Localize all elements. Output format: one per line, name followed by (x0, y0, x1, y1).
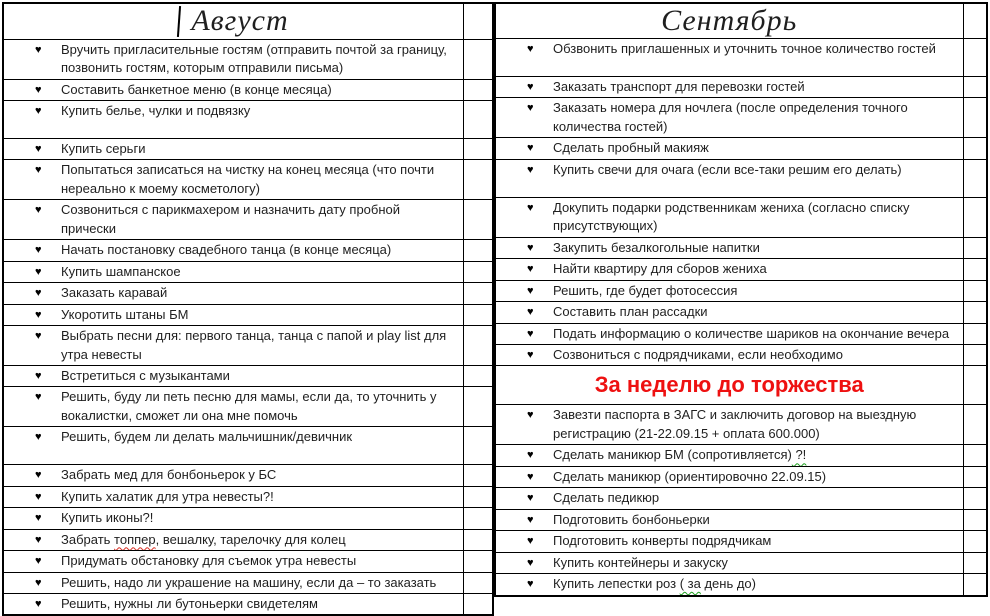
task-cell[interactable] (495, 405, 963, 445)
task-text: Купить халатик для утра невесты?! (61, 488, 274, 504)
task-row (495, 405, 987, 445)
task-text: Завезти паспорта в ЗАГС и заключить договор на выездную регистрацию (21-22.09.15 + оплата 600.000) (553, 407, 917, 441)
checkbox-cell[interactable] (463, 100, 493, 138)
task-text: Придумать обстановку для съемок утра невесты (61, 553, 357, 569)
task-text: Купить контейнеры и закуску (553, 554, 728, 570)
task-cell[interactable] (3, 594, 463, 616)
task-text: Сделать педикюр (553, 490, 660, 506)
task-cell[interactable] (3, 326, 463, 366)
september-task-list (495, 39, 987, 596)
task-cell[interactable] (3, 100, 463, 138)
task-row (495, 574, 987, 596)
task-row (3, 365, 493, 386)
heart-bullet-icon: ♥ (35, 490, 42, 503)
task-row (495, 466, 987, 487)
checkbox-cell[interactable] (463, 529, 493, 550)
september-header-row (495, 3, 987, 39)
checkbox-cell[interactable] (463, 79, 493, 100)
checkbox-cell[interactable] (463, 365, 493, 386)
heart-bullet-icon: ♥ (35, 555, 42, 568)
task-cell[interactable] (495, 531, 963, 552)
task-row (3, 39, 493, 79)
task-row (3, 326, 493, 366)
checkbox-cell[interactable] (463, 261, 493, 282)
checkbox-cell[interactable] (463, 551, 493, 572)
checkbox-cell[interactable] (963, 509, 987, 530)
heart-bullet-icon: ♥ (35, 142, 42, 155)
task-row (3, 261, 493, 282)
task-text: Составить план рассадки (553, 304, 708, 320)
heart-bullet-icon: ♥ (527, 449, 534, 462)
checkbox-cell[interactable] (963, 302, 987, 323)
task-row (495, 259, 987, 280)
task-text: Заказать транспорт для перевозки гостей (553, 79, 805, 94)
task-text: Сделать маникюр (ориентировочно 22.09.15) (553, 468, 827, 484)
heart-bullet-icon: ♥ (35, 104, 42, 117)
task-cell[interactable] (495, 344, 963, 365)
checkbox-cell[interactable] (463, 160, 493, 200)
heart-bullet-icon: ♥ (35, 533, 42, 546)
checkbox-cell[interactable] (963, 574, 987, 596)
checkbox-cell[interactable] (963, 366, 987, 405)
checkbox-cell[interactable] (963, 237, 987, 258)
august-month-title: Август (191, 4, 289, 37)
checkbox-cell[interactable] (463, 304, 493, 325)
checkbox-cell[interactable] (963, 531, 987, 552)
heart-bullet-icon: ♥ (35, 83, 42, 96)
task-cell[interactable] (495, 259, 963, 280)
task-cell[interactable] (495, 488, 963, 509)
task-cell[interactable] (3, 427, 463, 465)
task-text: Купить иконы?! (61, 510, 154, 526)
heart-bullet-icon: ♥ (527, 284, 534, 297)
heart-bullet-icon: ♥ (527, 163, 534, 176)
task-row (3, 79, 493, 100)
task-cell[interactable] (3, 304, 463, 325)
heart-bullet-icon: ♥ (35, 391, 42, 404)
checkbox-cell[interactable] (463, 283, 493, 304)
task-text: Купить лепестки роз ( за день до) (553, 576, 756, 592)
task-cell[interactable] (3, 79, 463, 100)
checkbox-cell[interactable] (963, 344, 987, 365)
checkbox-cell[interactable] (463, 508, 493, 529)
task-row (495, 445, 987, 466)
task-cell[interactable] (495, 98, 963, 138)
checkbox-cell[interactable] (963, 259, 987, 280)
task-row (495, 488, 987, 509)
heart-bullet-icon: ♥ (527, 241, 534, 254)
task-cell[interactable] (3, 529, 463, 550)
task-cell[interactable] (495, 466, 963, 487)
heart-bullet-icon: ♥ (527, 409, 534, 422)
task-row (3, 200, 493, 240)
task-row (495, 77, 987, 98)
checkbox-cell[interactable] (463, 326, 493, 366)
august-header-cell[interactable] (3, 3, 463, 39)
september-header-check-cell[interactable] (963, 3, 987, 39)
task-text: Забрать топпер, вешалку, тарелочку для колец (61, 531, 346, 547)
checkbox-cell[interactable] (963, 405, 987, 445)
heart-bullet-icon: ♥ (527, 201, 534, 214)
checkbox-cell[interactable] (963, 77, 987, 98)
task-cell[interactable] (495, 159, 963, 197)
task-row (3, 304, 493, 325)
task-row (495, 138, 987, 159)
heart-bullet-icon: ♥ (35, 431, 42, 444)
task-row (3, 283, 493, 304)
task-row (495, 159, 987, 197)
task-row (495, 552, 987, 573)
task-row (3, 551, 493, 572)
task-row (3, 240, 493, 261)
checkbox-cell[interactable] (963, 280, 987, 301)
task-row (3, 427, 493, 465)
milestone-row (495, 366, 987, 405)
task-text: Закупить безалкогольные напитки (553, 239, 760, 255)
september-column-table (494, 2, 988, 597)
checkbox-cell[interactable] (963, 159, 987, 197)
wedding-checklist-table (2, 2, 988, 616)
task-text: Выбрать песни для: первого танца, танца с папой и play list для утра невесты (61, 328, 447, 362)
task-text: Решить, буду ли петь песню для мамы, если да, то уточнить у вокалистки, сможет ли она мне помочь (61, 389, 437, 423)
checkbox-cell[interactable] (963, 138, 987, 159)
task-text: Найти квартиру для сборов жениха (553, 261, 767, 277)
task-text: Обзвонить приглашенных и уточнить точное количество гостей (553, 41, 936, 56)
august-header-row (3, 3, 493, 39)
task-cell[interactable] (3, 39, 463, 79)
heart-bullet-icon: ♥ (527, 348, 534, 361)
task-cell[interactable] (3, 551, 463, 572)
heart-bullet-icon: ♥ (527, 578, 534, 591)
task-row (3, 160, 493, 200)
heart-bullet-icon: ♥ (35, 469, 42, 482)
checkbox-cell[interactable] (963, 323, 987, 344)
heart-bullet-icon: ♥ (35, 43, 42, 56)
task-cell[interactable] (495, 302, 963, 323)
heart-bullet-icon: ♥ (35, 164, 42, 177)
august-column-table (2, 2, 494, 616)
task-text: Купить серьги (61, 140, 146, 156)
task-cell[interactable] (495, 280, 963, 301)
heart-bullet-icon: ♥ (35, 308, 42, 321)
task-text: Встретиться с музыкантами (61, 367, 230, 383)
heart-bullet-icon: ♥ (35, 265, 42, 278)
task-cell[interactable] (495, 77, 963, 98)
checkbox-cell[interactable] (963, 488, 987, 509)
task-text: Попытаться записаться на чистку на конец месяца (что почти нереально к моему косметологу) (61, 162, 435, 196)
task-text: Решить, надо ли украшение на машину, если да – то заказать (61, 574, 437, 590)
task-cell[interactable] (3, 261, 463, 282)
task-text: Заказать каравай (61, 285, 168, 301)
task-row (495, 237, 987, 258)
task-cell[interactable] (3, 508, 463, 529)
task-row (495, 509, 987, 530)
task-text: Заказать номера для ночлега (после определения точного количества гостей) (553, 100, 908, 134)
task-text: Подготовить бонбоньерки (553, 511, 710, 527)
task-text: Подать информацию о количестве шариков на окончание вечера (553, 325, 950, 341)
heart-bullet-icon: ♥ (527, 535, 534, 548)
task-row (3, 572, 493, 593)
checkbox-cell[interactable] (463, 39, 493, 79)
task-row (3, 138, 493, 159)
task-row (3, 387, 493, 427)
checkbox-cell[interactable] (463, 572, 493, 593)
august-header-check-cell[interactable] (463, 3, 493, 39)
task-cell[interactable] (3, 283, 463, 304)
task-text: Купить шампанское (61, 263, 181, 279)
task-cell[interactable] (3, 365, 463, 386)
task-row (3, 508, 493, 529)
task-cell[interactable] (3, 572, 463, 593)
heart-bullet-icon: ♥ (527, 81, 534, 93)
checkbox-cell[interactable] (463, 387, 493, 427)
heart-bullet-icon: ♥ (527, 556, 534, 569)
task-cell[interactable] (3, 465, 463, 486)
september-month-title: Сентябрь (661, 4, 798, 37)
heart-bullet-icon: ♥ (35, 512, 42, 525)
heart-bullet-icon: ♥ (527, 263, 534, 276)
august-task-list (3, 39, 493, 615)
heart-bullet-icon: ♥ (527, 470, 534, 483)
checkbox-cell[interactable] (463, 465, 493, 486)
checkbox-cell[interactable] (463, 138, 493, 159)
task-row (495, 39, 987, 77)
task-row (495, 531, 987, 552)
task-text: Составить банкетное меню (в конце месяца) (61, 81, 332, 97)
milestone-heading[interactable]: За неделю до торжества (495, 366, 963, 405)
checkbox-cell[interactable] (463, 240, 493, 261)
task-row (3, 529, 493, 550)
task-text: Купить свечи для очага (если все-таки решим его делать) (553, 161, 902, 177)
task-cell[interactable] (495, 552, 963, 573)
task-cell[interactable] (3, 138, 463, 159)
september-header-cell[interactable] (495, 3, 963, 39)
task-text: Решить, где будет фотосессия (553, 282, 738, 298)
checkbox-cell[interactable] (463, 486, 493, 507)
task-text: Решить, будем ли делать мальчишник/девичник (61, 429, 353, 445)
task-row (3, 594, 493, 616)
task-cell[interactable] (3, 160, 463, 200)
heart-bullet-icon: ♥ (527, 327, 534, 340)
text-cursor-caret (177, 6, 181, 37)
task-cell[interactable] (495, 445, 963, 466)
task-cell[interactable] (3, 200, 463, 240)
task-cell[interactable] (495, 197, 963, 237)
task-text: Начать постановку свадебного танца (в конце месяца) (61, 242, 392, 258)
checkbox-cell[interactable] (463, 200, 493, 240)
heart-bullet-icon: ♥ (35, 576, 42, 589)
task-cell[interactable] (495, 237, 963, 258)
checkbox-cell[interactable] (463, 594, 493, 616)
task-cell[interactable] (495, 39, 963, 77)
heart-bullet-icon: ♥ (527, 142, 534, 155)
heart-bullet-icon: ♥ (527, 102, 534, 115)
task-cell[interactable] (3, 387, 463, 427)
task-row (495, 302, 987, 323)
task-text: Укоротить штаны БМ (61, 306, 189, 322)
checkbox-cell[interactable] (963, 445, 987, 466)
task-row (495, 323, 987, 344)
checkbox-cell[interactable] (963, 552, 987, 573)
checkbox-cell[interactable] (463, 427, 493, 465)
heart-bullet-icon: ♥ (35, 598, 42, 611)
task-text: Забрать мед для бонбоньерок у БС (61, 467, 277, 483)
task-row (3, 486, 493, 507)
checkbox-cell[interactable] (963, 98, 987, 138)
task-text: Сделать пробный макияж (553, 140, 709, 156)
task-cell[interactable] (495, 323, 963, 344)
task-cell[interactable] (495, 574, 963, 596)
heart-bullet-icon: ♥ (527, 306, 534, 319)
heart-bullet-icon: ♥ (527, 513, 534, 526)
task-row (3, 465, 493, 486)
task-row (495, 344, 987, 365)
heart-bullet-icon: ♥ (35, 369, 42, 382)
heart-bullet-icon: ♥ (35, 287, 42, 300)
task-text: Решить, нужны ли бутоньерки свидетелям (61, 596, 318, 612)
checkbox-cell[interactable] (963, 39, 987, 77)
task-row (495, 197, 987, 237)
task-text: Докупить подарки родственникам жениха (согласно списку присутствующих) (553, 199, 910, 234)
task-text: Купить белье, чулки и подвязку (61, 102, 251, 118)
task-cell[interactable] (495, 509, 963, 530)
task-text: Созвониться с парикмахером и назначить дату пробной прически (61, 202, 401, 236)
task-row (495, 98, 987, 138)
task-cell[interactable] (3, 486, 463, 507)
checkbox-cell[interactable] (963, 197, 987, 237)
heart-bullet-icon: ♥ (527, 43, 534, 55)
heart-bullet-icon: ♥ (35, 204, 42, 217)
task-cell[interactable] (3, 240, 463, 261)
task-text: Подготовить конверты подрядчикам (553, 533, 772, 549)
heart-bullet-icon: ♥ (527, 492, 534, 505)
task-row (3, 100, 493, 138)
task-row (495, 280, 987, 301)
task-text: Созвониться с подрядчиками, если необходимо (553, 346, 843, 362)
heart-bullet-icon: ♥ (35, 244, 42, 257)
heart-bullet-icon: ♥ (35, 330, 42, 343)
checkbox-cell[interactable] (963, 466, 987, 487)
task-cell[interactable] (495, 138, 963, 159)
task-text: Вручить пригласительные гостям (отправить почтой за границу, позвонить гостям, которым отправили письма) (61, 41, 447, 76)
task-text: Сделать маникюр БМ (сопротивляется) ?! (553, 447, 807, 463)
